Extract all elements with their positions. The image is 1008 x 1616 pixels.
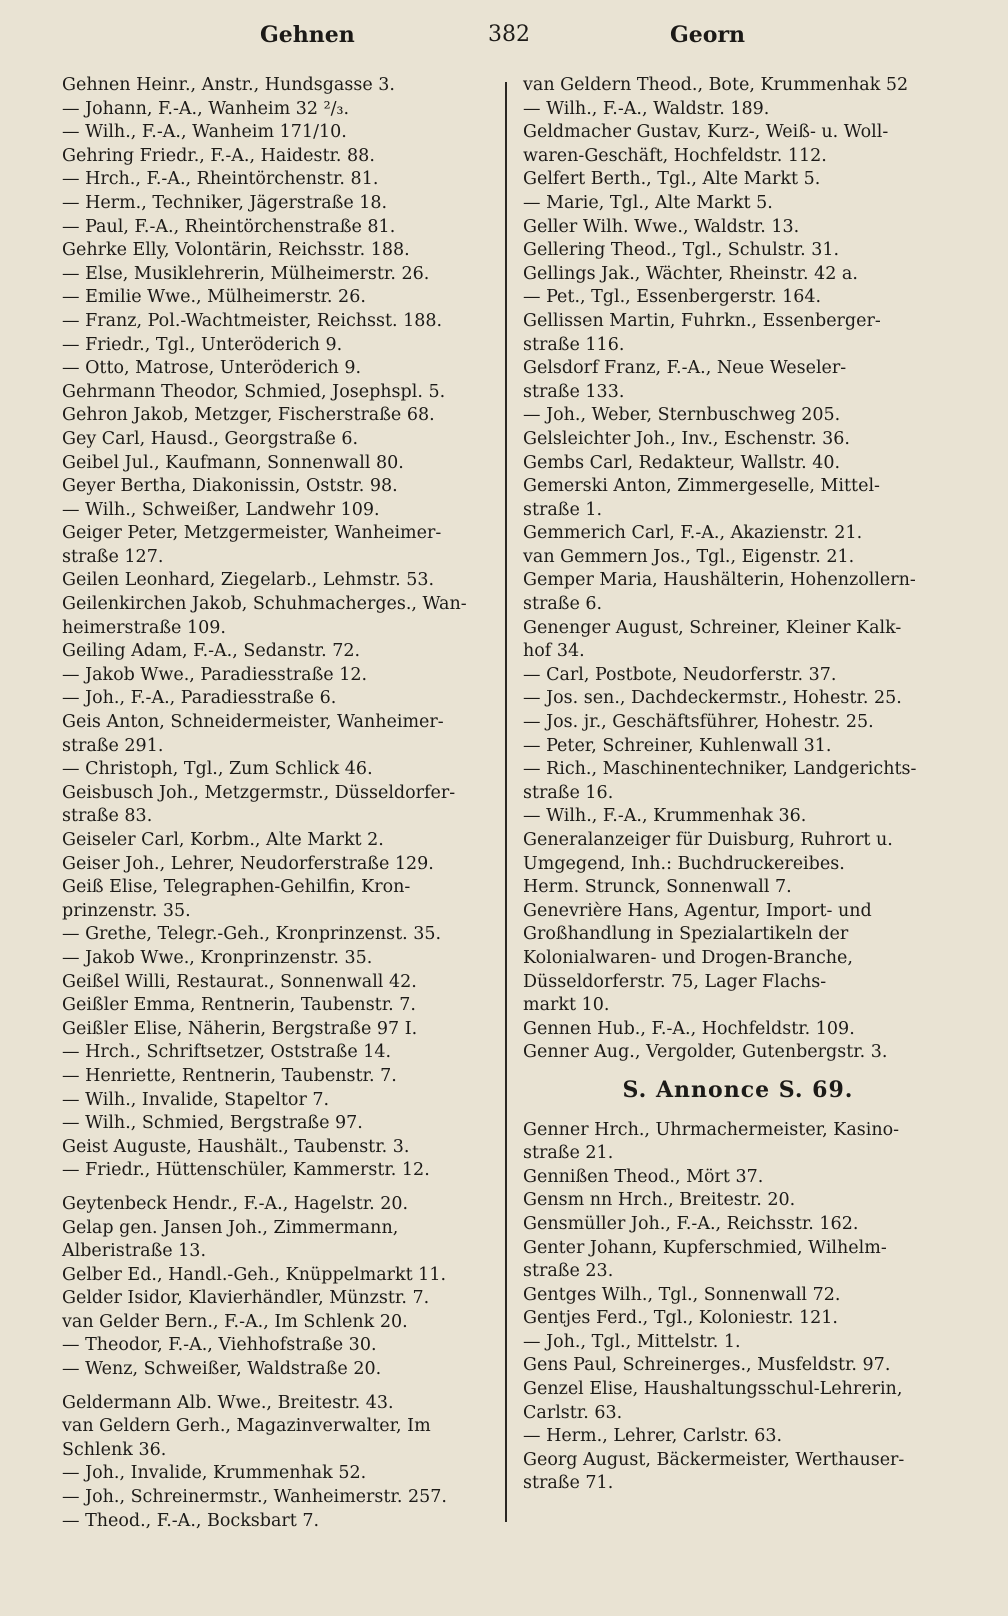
entry: — Friedr., Tgl., Unteröderich 9. — [62, 334, 343, 355]
entry: Gelap gen. Jansen Joh., Zimmermann, — [62, 1217, 399, 1238]
entry: Georg August, Bäckermeister, Werthauser- — [523, 1449, 905, 1470]
entry: Gentjes Ferd., Tgl., Koloniestr. 121. — [523, 1308, 838, 1329]
entry: Gelder Isidor, Klavierhändler, Münzstr. 7. — [62, 1288, 430, 1309]
entry: — Johann, F.-A., Wanheim 32 ²/₃. — [62, 98, 350, 119]
entry: — Hrch., Schriftsetzer, Oststraße 14. — [62, 1042, 392, 1063]
entry-continuation: waren-Geschäft, Hochfeldstr. 112. — [523, 145, 827, 166]
entry: van Gemmern Jos., Tgl., Eigenstr. 21. — [523, 546, 855, 567]
entry: — Rich., Maschinentechniker, Landgerichts- — [523, 759, 917, 780]
entry: Geißler Emma, Rentnerin, Taubenstr. 7. — [62, 995, 416, 1016]
entry: — Jos. sen., Dachdeckermstr., Hohestr. 25. — [523, 688, 902, 709]
entry: — Wenz, Schweißer, Waldstraße 20. — [62, 1359, 382, 1380]
entry-continuation: straße 116. — [523, 334, 625, 355]
entry-continuation: heimerstraße 109. — [62, 617, 226, 638]
entry-continuation: straße 6. — [523, 594, 603, 615]
entry: — Jakob Wwe., Kronprinzenstr. 35. — [62, 947, 373, 968]
entry: — Joh., Weber, Sternbuschweg 205. — [523, 405, 841, 426]
entry: Geiger Peter, Metzgermeister, Wanheimer- — [62, 523, 442, 544]
entry: — Theodor, F.-A., Viehhofstraße 30. — [62, 1335, 377, 1356]
header-right-keyword: Georn — [670, 22, 746, 48]
entry: — Emilie Wwe., Mülheimerstr. 26. — [62, 287, 366, 308]
entry: Geiseler Carl, Korbm., Alte Markt 2. — [62, 830, 384, 850]
entry: Geilen Leonhard, Ziegelarb., Lehmstr. 53. — [62, 570, 435, 591]
entry: Geldermann Alb. Wwe., Breitestr. 43. — [62, 1392, 394, 1413]
entry: Gehron Jakob, Metzger, Fischerstraße 68. — [62, 405, 435, 426]
entry: — Grethe, Telegr.-Geh., Kronprinzenst. 35. — [62, 924, 442, 945]
entry: Geist Auguste, Haushält., Taubenstr. 3. — [62, 1136, 410, 1157]
entry-continuation: straße 1. — [523, 499, 603, 520]
entry: — Joh., Invalide, Krummenhak 52. — [62, 1463, 367, 1484]
entry: Gensm nn Hrch., Breitestr. 20. — [523, 1190, 796, 1211]
entry-continuation: Düsseldorferstr. 75, Lager Flachs- — [523, 971, 827, 992]
entry: Geis Anton, Schneidermeister, Wanheimer- — [62, 712, 444, 733]
entry: — Jos. jr., Geschäftsführer, Hohestr. 25. — [523, 712, 874, 733]
entry-continuation: hof 34. — [523, 641, 585, 662]
entry: van Gelder Bern., F.-A., Im Schlenk 20. — [62, 1311, 408, 1332]
entry: — Hrch., F.-A., Rheintörchenstr. 81. — [62, 169, 379, 190]
entry: Gehrmann Theodor, Schmied, Josephspl. 5. — [62, 381, 446, 402]
entry: Gelfert Berth., Tgl., Alte Markt 5. — [523, 169, 821, 190]
entry: Gensmüller Joh., F.-A., Reichsstr. 162. — [523, 1213, 859, 1234]
left-column — [62, 74, 482, 1533]
entry: — Wilh., F.-A., Krummenhak 36. — [523, 806, 807, 827]
entry: Genner Hrch., Uhrmachermeister, Kasino- — [523, 1119, 900, 1140]
entry: Geibel Jul., Kaufmann, Sonnenwall 80. — [62, 452, 404, 473]
entry: — Carl, Postbote, Neudorferstr. 37. — [523, 664, 837, 685]
entry: — Theod., F.-A., Bocksbart 7. — [62, 1510, 320, 1531]
entry: Gehrke Elly, Volontärin, Reichsstr. 188. — [62, 240, 410, 261]
column-divider — [505, 82, 507, 1522]
entry: — Herm., Lehrer, Carlstr. 63. — [523, 1426, 783, 1447]
entry: Geytenbeck Hendr., F.-A., Hagelstr. 20. — [62, 1193, 409, 1214]
entry-continuation: straße 291. — [62, 735, 164, 756]
entry: — Christoph, Tgl., Zum Schlick 46. — [62, 759, 373, 780]
entry: Genter Johann, Kupferschmied, Wilhelm- — [523, 1237, 887, 1258]
page-header — [60, 22, 968, 62]
entry: Geiser Joh., Lehrer, Neudorferstraße 129. — [62, 853, 434, 874]
entry: — Jakob Wwe., Paradiesstraße 12. — [62, 664, 368, 685]
entry: — Wilh., F.-A., Wanheim 171/10. — [62, 122, 347, 143]
entry-continuation: markt 10. — [523, 995, 610, 1016]
entry: Geldmacher Gustav, Kurz-, Weiß- u. Woll- — [523, 122, 889, 143]
entry: Gelsleichter Joh., Inv., Eschenstr. 36. — [523, 428, 850, 449]
entry: Gemper Maria, Haushälterin, Hohenzollern- — [523, 570, 916, 591]
entry-continuation: straße 133. — [523, 381, 625, 402]
entry: Gelber Ed., Handl.-Geh., Knüppelmarkt 11. — [62, 1264, 447, 1285]
entry: — Marie, Tgl., Alte Markt 5. — [523, 192, 773, 213]
entry: — Joh., F.-A., Paradiesstraße 6. — [62, 688, 337, 709]
entry: Genner Aug., Vergolder, Gutenbergstr. 3. — [523, 1042, 888, 1063]
entry: Geißel Willi, Restaurat., Sonnenwall 42. — [62, 971, 417, 992]
entry: Generalanzeiger für Duisburg, Ruhrort u. — [523, 830, 893, 850]
entry: Gemerski Anton, Zimmergeselle, Mittel- — [523, 476, 880, 497]
entry: — Henriette, Rentnerin, Taubenstr. 7. — [62, 1065, 397, 1086]
entry: Geilenkirchen Jakob, Schuhmacherges., Wan- — [62, 594, 467, 615]
entry-continuation: Schlenk 36. — [62, 1439, 167, 1460]
entry-continuation: straße 16. — [523, 782, 614, 803]
entry: — Otto, Matrose, Unteröderich 9. — [62, 358, 362, 379]
entry: Gellings Jak., Wächter, Rheinstr. 42 a. — [523, 263, 858, 284]
entry: — Franz, Pol.-Wachtmeister, Reichsst. 188. — [62, 310, 443, 331]
entry: — Herm., Techniker, Jägerstraße 18. — [62, 192, 388, 213]
entry: van Geldern Theod., Bote, Krummenhak 52 — [523, 75, 909, 95]
entry: Gennißen Theod., Mört 37. — [523, 1166, 764, 1187]
entry: — Peter, Schreiner, Kuhlenwall 31. — [523, 735, 832, 756]
entry-continuation: prinzenstr. 35. — [62, 900, 191, 921]
right-column — [523, 74, 953, 1496]
entry: Gellissen Martin, Fuhrkn., Essenberger- — [523, 310, 881, 331]
entry: — Wilh., Schmied, Bergstraße 97. — [62, 1113, 363, 1134]
entry-continuation: Herm. Strunck, Sonnenwall 7. — [523, 877, 792, 898]
entry: Gemmerich Carl, F.-A., Akazienstr. 21. — [523, 523, 863, 544]
entry: Gens Paul, Schreinerges., Musfeldstr. 97. — [523, 1355, 891, 1376]
entry-continuation: straße 71. — [523, 1473, 614, 1494]
entry: — Friedr., Hüttenschüler, Kammerstr. 12. — [62, 1160, 430, 1181]
entry: Geiß Elise, Telegraphen-Gehilfin, Kron- — [62, 877, 411, 898]
entry: — Joh., Tgl., Mittelstr. 1. — [523, 1331, 741, 1352]
entry: Geiling Adam, F.-A., Sedanstr. 72. — [62, 641, 361, 662]
entry-continuation: Carlstr. 63. — [523, 1402, 623, 1423]
entry: Gembs Carl, Redakteur, Wallstr. 40. — [523, 452, 841, 473]
entry: — Paul, F.-A., Rheintörchenstraße 81. — [62, 216, 396, 237]
entry-continuation: Umgegend, Inh.: Buchdruckereibes. — [523, 853, 845, 874]
entry: Geisbusch Joh., Metzgermstr., Düsseldorfer- — [62, 782, 456, 803]
entry: Gehnen Heinr., Anstr., Hundsgasse 3. — [62, 75, 395, 95]
entry-continuation: straße 23. — [523, 1261, 614, 1282]
page-number: 382 — [488, 22, 530, 47]
entry: — Wilh., Invalide, Stapeltor 7. — [62, 1089, 330, 1110]
entry: Geißler Elise, Näherin, Bergstraße 97 I. — [62, 1018, 418, 1039]
entry: — Pet., Tgl., Essenbergerstr. 164. — [523, 287, 822, 308]
entry-continuation: straße 83. — [62, 806, 153, 827]
entry-continuation: Kolonialwaren- und Drogen-Branche, — [523, 947, 853, 968]
entry: Genevrière Hans, Agentur, Import- und — [523, 900, 872, 921]
entry: Gehring Friedr., F.-A., Haidestr. 88. — [62, 145, 375, 166]
entry-continuation: straße 21. — [523, 1143, 614, 1164]
entry: — Joh., Schreinermstr., Wanheimerstr. 257. — [62, 1487, 447, 1508]
entry: Geller Wilh. Wwe., Waldstr. 13. — [523, 216, 800, 237]
entry: — Wilh., F.-A., Waldstr. 189. — [523, 98, 770, 119]
entry-continuation: Alberistraße 13. — [62, 1241, 207, 1262]
entry: Gey Carl, Hausd., Georgstraße 6. — [62, 428, 359, 449]
entry: Gellering Theod., Tgl., Schulstr. 31. — [523, 240, 840, 261]
entry: Gelsdorf Franz, F.-A., Neue Weseler- — [523, 358, 847, 379]
entry: — Else, Musiklehrerin, Mülheimerstr. 26. — [62, 263, 430, 284]
entry: Gennen Hub., F.-A., Hochfeldstr. 109. — [523, 1018, 855, 1039]
entry: — Wilh., Schweißer, Landwehr 109. — [62, 499, 380, 520]
entry-continuation: straße 127. — [62, 546, 164, 567]
advertisement-reference: S. Annonce S. 69. — [622, 1076, 854, 1103]
entry: Genenger August, Schreiner, Kleiner Kalk- — [523, 617, 902, 638]
entry: van Geldern Gerh., Magazinverwalter, Im — [62, 1416, 431, 1437]
entry: Gentges Wilh., Tgl., Sonnenwall 72. — [523, 1284, 841, 1305]
entry: Genzel Elise, Haushaltungsschul-Lehrerin, — [523, 1379, 903, 1400]
header-left-keyword: Gehnen — [260, 22, 355, 48]
entry-continuation: Großhandlung in Spezialartikeln der — [523, 924, 849, 945]
entry: Geyer Bertha, Diakonissin, Oststr. 98. — [62, 476, 398, 497]
